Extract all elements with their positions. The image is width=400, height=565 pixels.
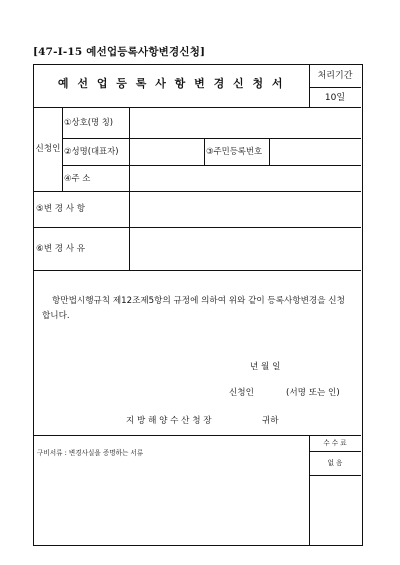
row-divider-fee-value [309, 475, 361, 476]
application-form [33, 64, 363, 546]
row-divider-name [62, 165, 361, 166]
rrn-label: ③주민등록번호 [206, 146, 263, 156]
name-label: ②성명(대표자) [64, 146, 119, 156]
row-divider-title [34, 107, 361, 108]
applicant-label: 신청인 [35, 144, 61, 154]
address-label: ④주 소 [64, 173, 91, 183]
change-items-label: ⑤변 경 사 항 [36, 204, 86, 214]
signature-hint: (서명 또는 인) [286, 388, 340, 398]
row-divider-fee [309, 451, 361, 452]
processing-period-value: 10일 [324, 93, 346, 103]
row-divider-processing [309, 87, 361, 88]
required-documents: 구비서류 : 변경사실을 증명하는 서류 [37, 449, 144, 457]
fee-label: 수 수 료 [323, 439, 347, 447]
processing-period-label: 처리기간 [317, 71, 353, 81]
date-line: 년 월 일 [250, 362, 281, 372]
row-divider-applicant [34, 191, 361, 192]
col-divider-applicant [62, 107, 63, 191]
row-divider-change-items [34, 227, 361, 228]
row-divider-change-reason [34, 270, 361, 271]
honorific: 귀하 [262, 416, 279, 426]
fee-value: 없 음 [327, 459, 343, 467]
change-reason-label: ⑥변 경 사 유 [36, 244, 86, 254]
form-title: 예 선 업 등 록 사 항 변 경 신 청 서 [57, 77, 286, 90]
recipient-label: 지 방 해 양 수 산 청 장 [126, 416, 212, 426]
row-divider-trade-name [62, 138, 361, 139]
signer-label: 신청인 [229, 388, 254, 398]
col-divider-rrn-left [204, 138, 205, 165]
trade-name-label: ①상호(명 칭) [64, 117, 114, 127]
application-statement: 항만법시행규칙 제12조제5항의 규정에 의하여 위와 같이 등록사항변경을 신청합니다. [42, 296, 345, 321]
col-divider-rrn-right [269, 138, 270, 165]
col-divider-labels [129, 107, 130, 270]
document-header: [47-Ⅰ-15 예선업등록사항변경신청] [33, 46, 206, 58]
col-divider-fee [309, 435, 310, 545]
row-divider-body [34, 435, 361, 436]
